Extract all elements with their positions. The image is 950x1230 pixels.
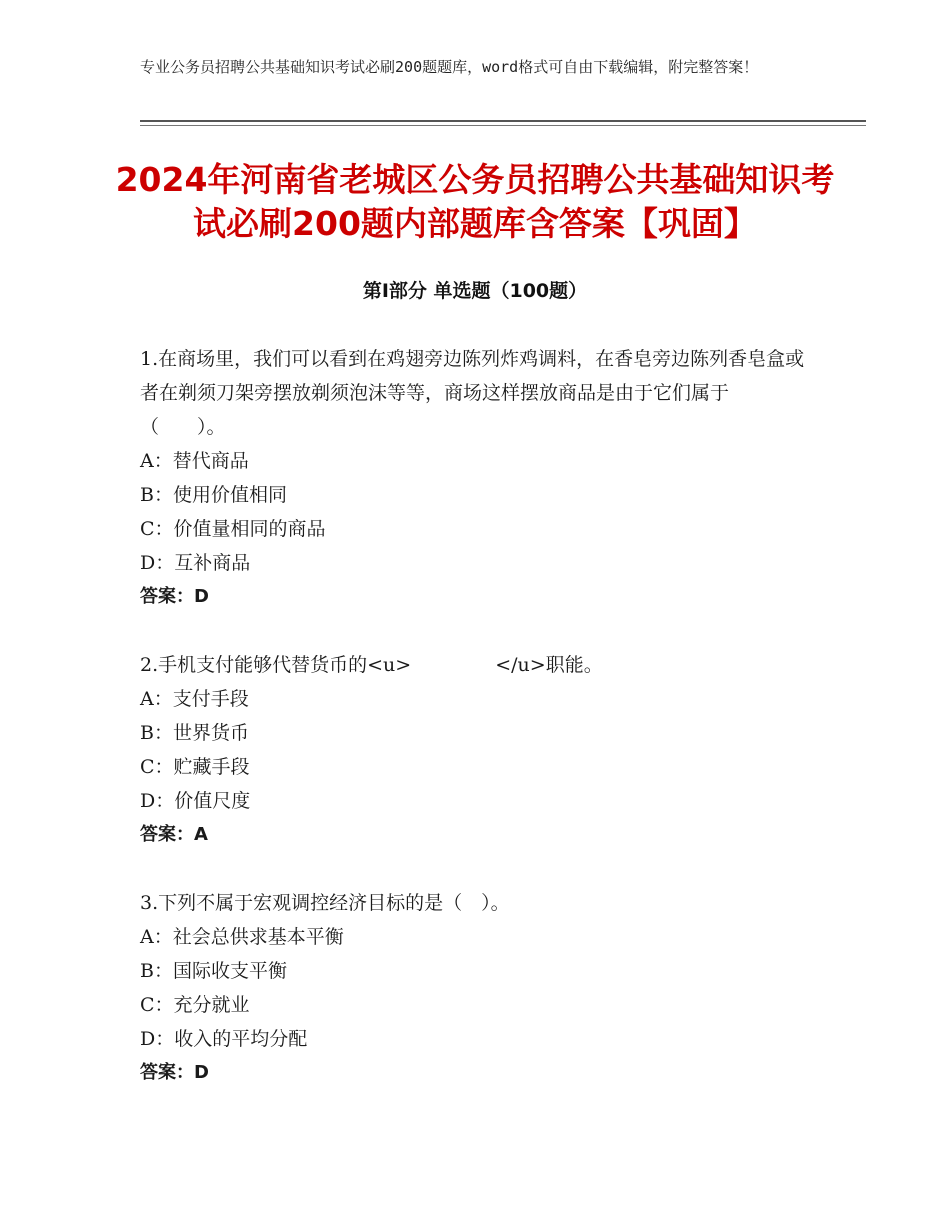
answer-line <box>140 818 810 852</box>
question-1 <box>140 342 810 614</box>
question-stem-before: 2.手机支付能够代替货币的<u> <box>140 654 412 676</box>
question-list <box>140 342 810 1124</box>
answer-line <box>140 580 810 614</box>
option-c: C：充分就业 <box>140 994 250 1016</box>
question-stem: 1.在商场里，我们可以看到在鸡翅旁边陈列炸鸡调料，在香皂旁边陈列香皂盒或者在剃须刀架旁摆放剃须泡沫等等，商场这样摆放商品是由于它们属于（ ）。 <box>140 348 805 438</box>
header-note: 专业公务员招聘公共基础知识考试必刷200题题库，word格式可自由下载编辑，附完整答案！ <box>140 58 759 76</box>
option-d: D：价值尺度 <box>140 790 251 812</box>
question-stem-after: </u>职能。 <box>495 654 603 676</box>
option-a: A：替代商品 <box>140 450 249 472</box>
answer-label: 答案： <box>140 586 194 607</box>
answer-value: D <box>194 586 209 607</box>
option-b: B：世界货币 <box>140 722 249 744</box>
answer-value: A <box>194 824 208 845</box>
option-c: C：贮藏手段 <box>140 756 250 778</box>
option-b: B：国际收支平衡 <box>140 960 287 982</box>
option-b: B：使用价值相同 <box>140 484 287 506</box>
question-stem: 3.下列不属于宏观调控经济目标的是（ ）。 <box>140 892 510 914</box>
question-stem <box>140 648 810 682</box>
answer-value: D <box>194 1062 209 1083</box>
document-title: 2024年河南省老城区公务员招聘公共基础知识考试必刷200题内部题库含答案【巩固】 <box>115 160 835 243</box>
answer-line <box>140 1056 810 1090</box>
option-d: D：收入的平均分配 <box>140 1028 308 1050</box>
answer-label: 答案： <box>140 824 194 845</box>
header-divider-thick <box>140 120 866 122</box>
header-divider-thin <box>140 125 866 126</box>
answer-label: 答案： <box>140 1062 194 1083</box>
option-d: D：互补商品 <box>140 552 251 574</box>
option-c: C：价值量相同的商品 <box>140 518 326 540</box>
question-3 <box>140 886 810 1090</box>
section-heading: 第Ⅰ部分 单选题（100题） <box>362 280 588 302</box>
option-a: A：支付手段 <box>140 688 249 710</box>
option-a: A：社会总供求基本平衡 <box>140 926 344 948</box>
question-2 <box>140 648 810 852</box>
